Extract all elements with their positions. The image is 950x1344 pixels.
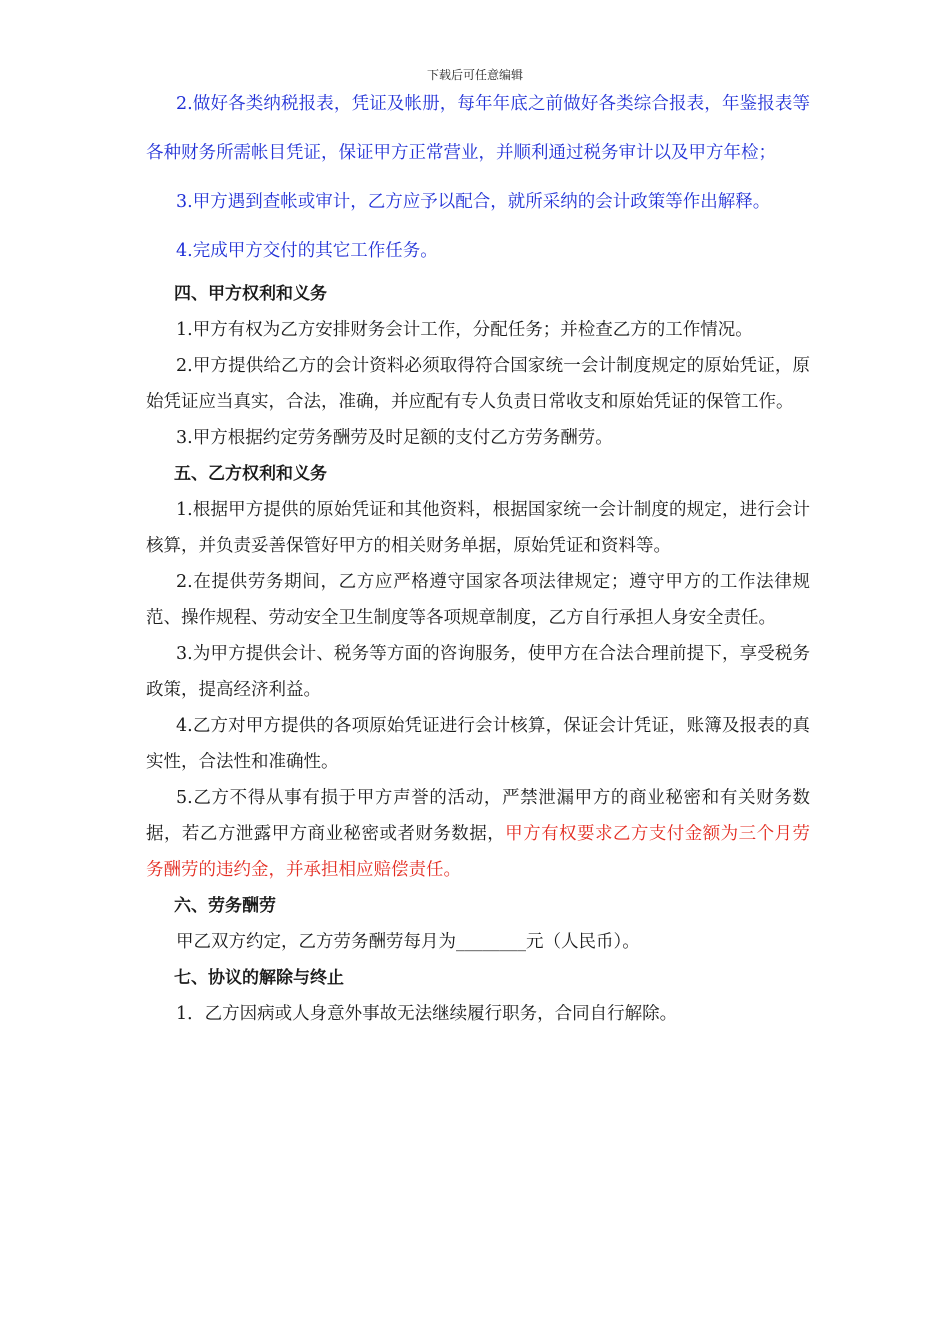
section-5-item-1: 1.根据甲方提供的原始凭证和其他资料，根据国家统一会计制度的规定，进行会计核算，并负责妥善保管好甲方的相关财务单据，原始凭证和资料等。 — [146, 500, 810, 556]
document-body — [146, 80, 810, 1032]
item-5-penalty-text: 甲方有权要求乙方支付金额为三个月劳务酬劳的违约金，并承担相应赔偿责任。 — [146, 824, 811, 880]
blue-item-3 — [146, 178, 810, 227]
section-5-item-5 — [146, 780, 810, 888]
section-5-item-2: 2.在提供劳务期间，乙方应严格遵守国家各项法律规定；遵守甲方的工作法律规范、操作规程、劳动安全卫生制度等各项规章制度，乙方自行承担人身安全责任。 — [146, 572, 810, 628]
item-number: 2. — [176, 94, 193, 114]
section-4-item-1: 1.甲方有权为乙方安排财务会计工作，分配任务；并检查乙方的工作情况。 — [176, 320, 753, 340]
section-5-item-4: 4.乙方对甲方提供的各项原始凭证进行会计核算，保证会计凭证，账簿及报表的真实性，合法性和准确性。 — [146, 716, 810, 772]
item-5-text: 5.乙方不得从事有损于甲方声誉的活动，严禁泄漏甲方的商业秘密和有关财务数据，若乙方泄露甲方商业秘密或者财务数据， — [146, 788, 810, 844]
section-5-heading: 五、乙方权利和义务 — [174, 464, 327, 484]
section-7-item-1: 1．乙方因病或人身意外事故无法继续履行职务，合同自行解除。 — [176, 1004, 678, 1024]
blue-item-4 — [146, 227, 810, 276]
section-5-item-3: 3.为甲方提供会计、税务等方面的咨询服务，使甲方在合法合理前提下，享受税务政策，提高经济利益。 — [146, 644, 810, 700]
section-4-heading: 四、甲方权利和义务 — [174, 284, 327, 304]
header-note: 下载后可任意编辑 — [426, 68, 523, 82]
item-text: 做好各类纳税报表，凭证及帐册，每年年底之前做好各类综合报表，年鉴报表等各种财务所需帐目凭证，保证甲方正常营业，并顺利通过税务审计以及甲方年检； — [146, 94, 810, 163]
section-4-item-3: 3.甲方根据约定劳务酬劳及时足额的支付乙方劳务酬劳。 — [176, 428, 613, 448]
item-number: 3. — [176, 192, 193, 212]
blue-item-2 — [146, 80, 810, 178]
item-text: 甲方遇到查帐或审计，乙方应予以配合，就所采纳的会计政策等作出解释。 — [192, 192, 771, 212]
section-6-heading: 六、劳务酬劳 — [174, 896, 276, 916]
section-7-heading: 七、协议的解除与终止 — [174, 968, 344, 988]
section-4-item-2: 2.甲方提供给乙方的会计资料必须取得符合国家统一会计制度规定的原始凭证，原始凭证应当真实，合法，准确，并应配有专人负责日常收支和原始凭证的保管工作。 — [146, 356, 810, 412]
item-text: 完成甲方交付的其它工作任务。 — [192, 241, 438, 261]
section-6-text: 甲乙双方约定，乙方劳务酬劳每月为________元（人民币）。 — [176, 932, 640, 952]
item-number: 4. — [176, 241, 193, 261]
